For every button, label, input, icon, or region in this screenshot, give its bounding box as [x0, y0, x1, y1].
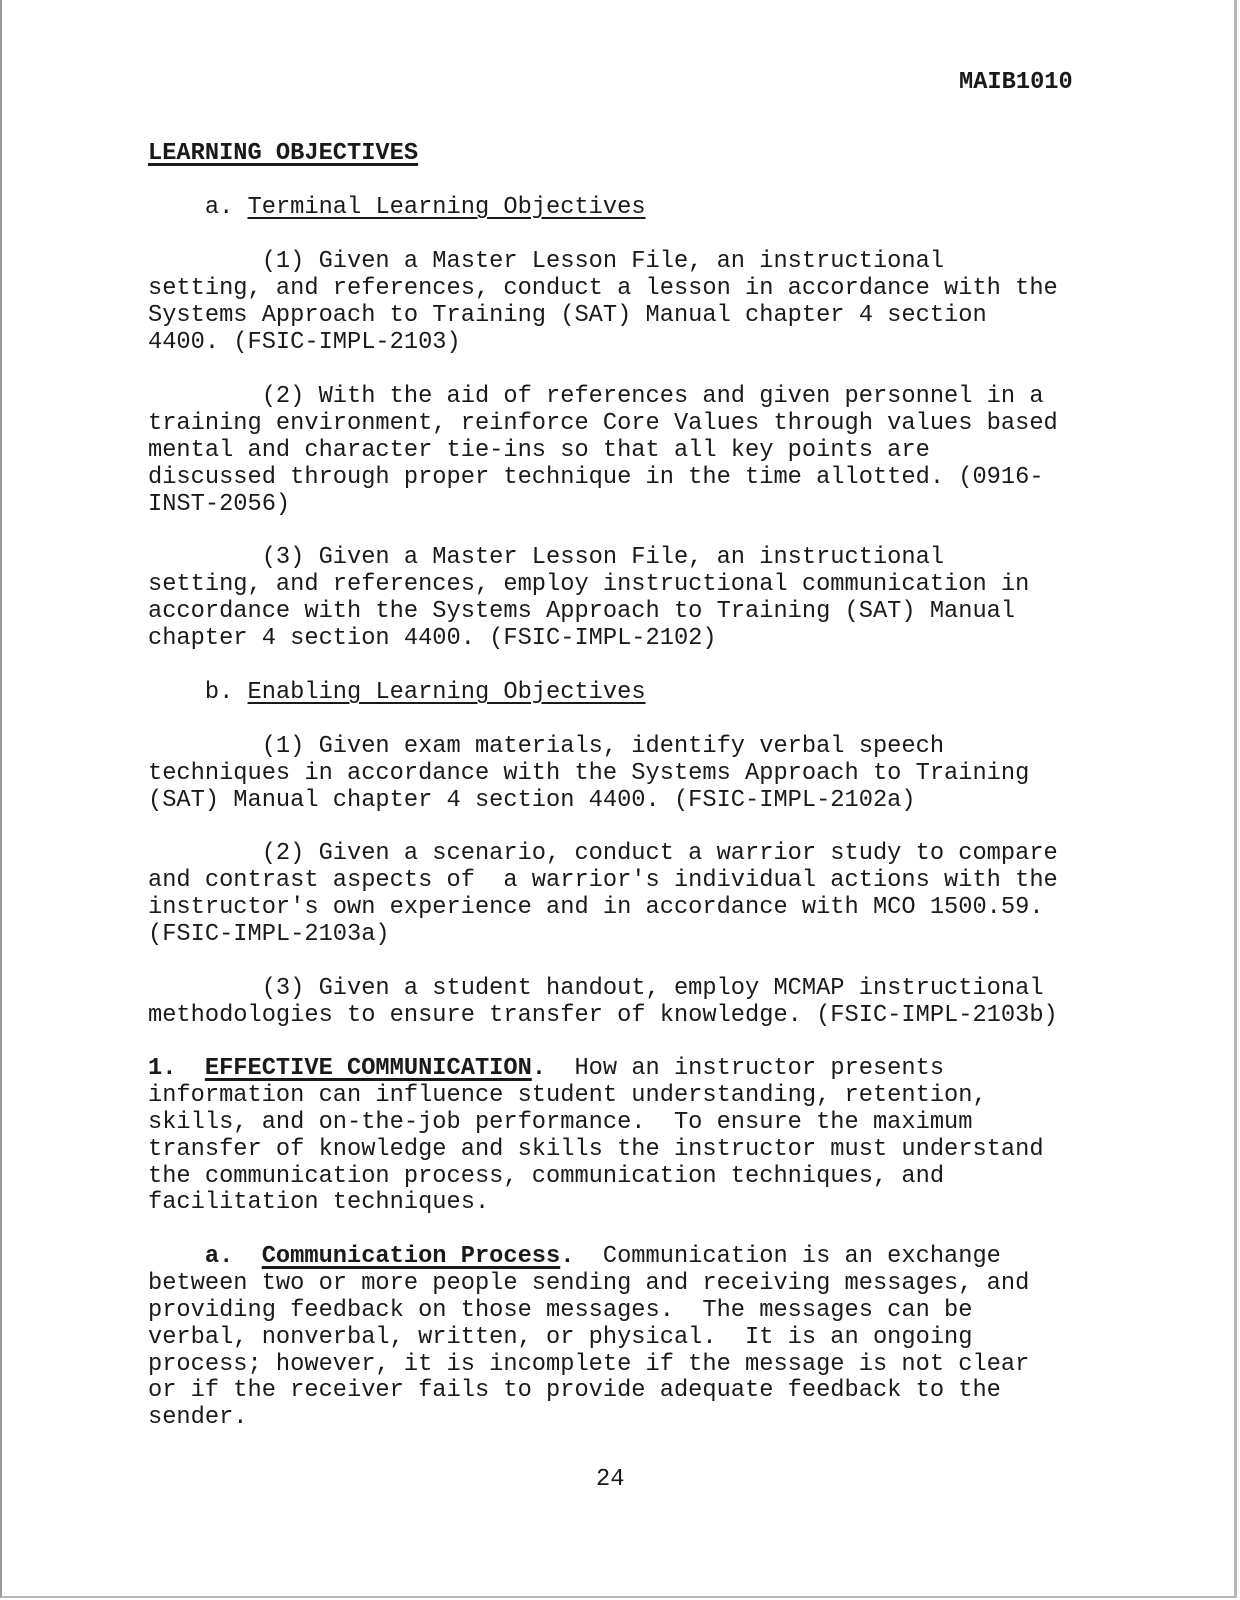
text-line: transfer of knowledge and skills the instructor must understand: [148, 1135, 1044, 1163]
text-line: (3) Given a Master Lesson File, an instructional: [148, 544, 945, 571]
tlo-item-2: [148, 384, 1058, 518]
text-line: techniques in accordance with the Systems Approach to Training: [148, 759, 1030, 787]
text-line: chapter 4 section 4400. (FSIC-IMPL-2102): [148, 624, 717, 652]
text-line: (1) Given exam materials, identify verbal speech: [148, 733, 945, 760]
text-line: providing feedback on those messages. The messages can be: [148, 1296, 973, 1324]
tlo-item-3: [148, 545, 1029, 653]
text-line: information can influence student understanding, retention,: [148, 1081, 987, 1109]
text-line: and contrast aspects of a warrior's individual actions with the: [148, 866, 1058, 894]
text-line: process; however, it is incomplete if the message is not clear: [148, 1350, 1030, 1378]
elo-heading-text: Enabling Learning Objectives: [247, 679, 646, 706]
text-line: (1) Given a Master Lesson File, an instructional: [148, 248, 945, 275]
text-line: between two or more people sending and receiving messages, and: [148, 1269, 1030, 1297]
tlo-item-1: [148, 249, 1058, 357]
text-line: setting, and references, conduct a lesson in accordance with the: [148, 274, 1058, 302]
text-line: INST-2056): [148, 490, 291, 518]
section-period: .: [531, 1055, 547, 1082]
section-heading: EFFECTIVE COMMUNICATION: [204, 1055, 532, 1082]
text-line: (FSIC-IMPL-2103a): [148, 920, 390, 948]
text-line: (2) With the aid of references and given personnel in a: [148, 383, 1044, 410]
elo-heading: [148, 680, 646, 707]
subsection-a: [148, 1244, 1029, 1432]
section-title: [148, 141, 418, 168]
text-line: mental and character tie-ins so that all key points are: [148, 436, 930, 464]
text-line: training environment, reinforce Core Values through values based: [148, 409, 1058, 437]
section-1: [148, 1056, 1044, 1217]
text-line: instructor's own experience and in accordance with MCO 1500.59.: [148, 893, 1044, 921]
text-line: or if the receiver fails to provide adequate feedback to the: [148, 1377, 1001, 1405]
subsection-heading: Communication Process: [261, 1243, 561, 1270]
elo-item-2: [148, 841, 1058, 949]
learning-objectives-heading: LEARNING OBJECTIVES: [148, 140, 419, 167]
page-number: 24: [596, 1466, 625, 1493]
text-line: Communication is an exchange: [574, 1243, 1001, 1270]
elo-item-1: [148, 734, 1029, 815]
text-line: (3) Given a student handout, employ MCMAP instructional: [148, 975, 1044, 1002]
text-line: (2) Given a scenario, conduct a warrior study to compare: [148, 840, 1058, 867]
subsection-period: .: [560, 1243, 575, 1270]
text-line: skills, and on-the-job performance. To ensure the maximum: [148, 1108, 973, 1136]
section-number: 1.: [148, 1055, 205, 1082]
tlo-prefix: a.: [204, 194, 248, 221]
tlo-heading: [148, 195, 646, 222]
text-line: the communication process, communication techniques, and: [148, 1162, 945, 1190]
text-line: (SAT) Manual chapter 4 section 4400. (FSIC-IMPL-2102a): [148, 786, 916, 814]
text-line: How an instructor presents: [546, 1055, 945, 1082]
text-line: 4400. (FSIC-IMPL-2103): [148, 328, 461, 356]
text-line: setting, and references, employ instructional communication in: [148, 570, 1030, 598]
document-id: MAIB1010: [959, 69, 1073, 96]
tlo-heading-text: Terminal Learning Objectives: [247, 194, 646, 221]
text-line: sender.: [148, 1404, 248, 1432]
text-line: discussed through proper technique in the time allotted. (0916-: [148, 463, 1044, 491]
elo-prefix: b.: [204, 679, 248, 706]
text-line: Systems Approach to Training (SAT) Manual chapter 4 section: [148, 301, 987, 329]
text-line: accordance with the Systems Approach to Training (SAT) Manual: [148, 597, 1016, 625]
text-line: verbal, nonverbal, written, or physical. It is an ongoing: [148, 1323, 973, 1351]
text-line: facilitation techniques.: [148, 1189, 490, 1217]
elo-item-3: [148, 976, 1058, 1030]
text-line: methodologies to ensure transfer of knowledge. (FSIC-IMPL-2103b): [148, 1001, 1058, 1029]
subsection-number: a.: [148, 1243, 262, 1270]
